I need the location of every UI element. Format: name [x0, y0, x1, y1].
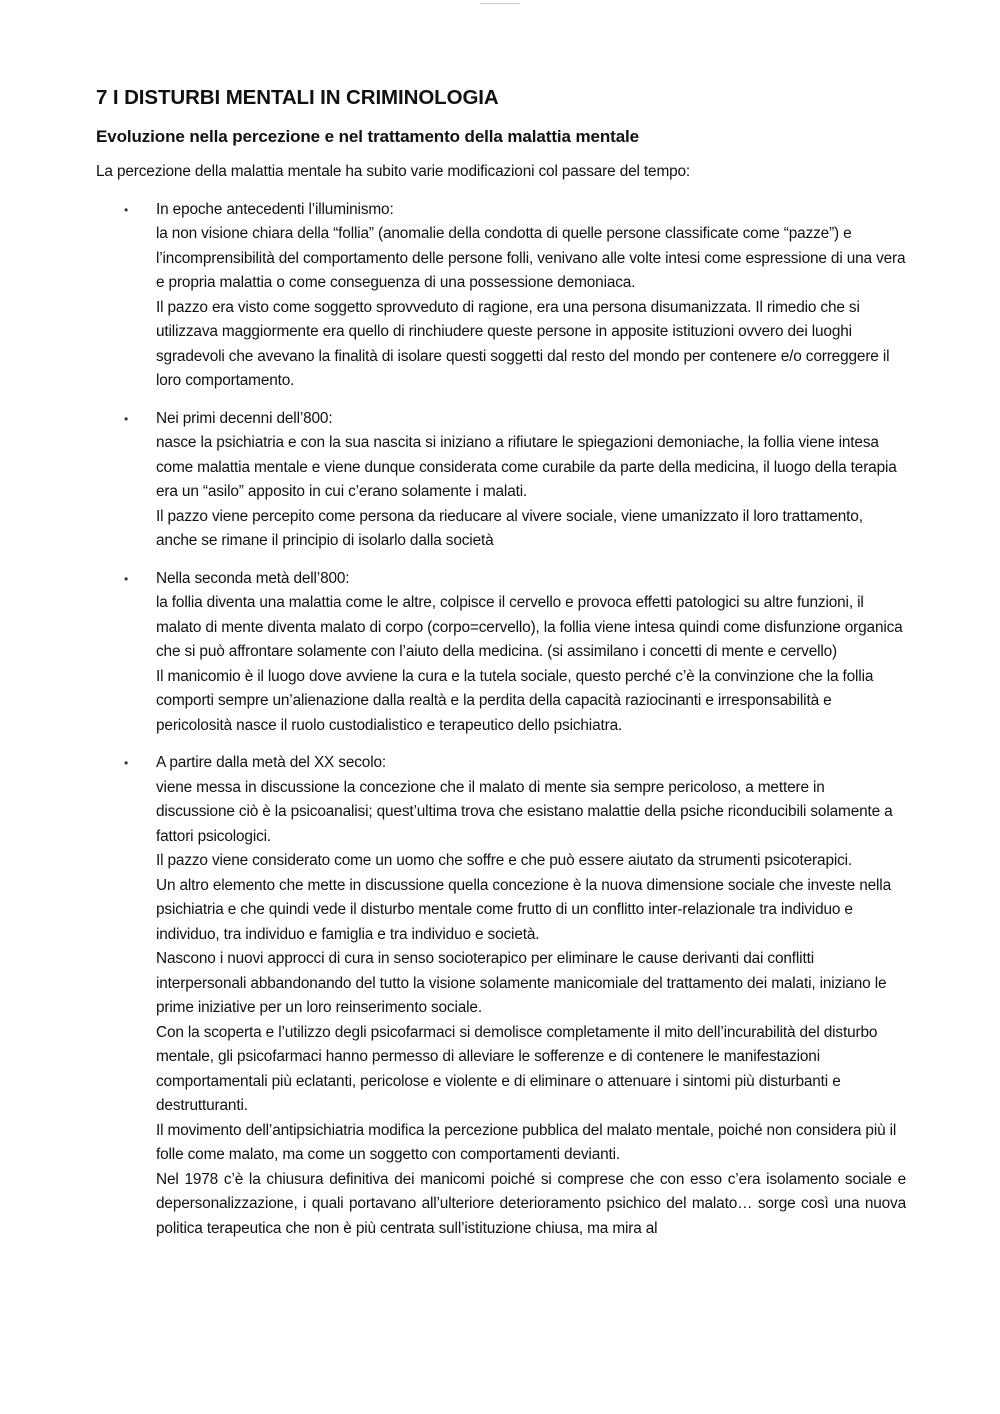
list-item-paragraph: Nascono i nuovi approcci di cura in senso socioterapico per eliminare le cause derivanti dai conflitti interpersonali abbandonando del tutto la visione solamente manicomiale del trattamento dei malati, iniziano le prime iniziative per un loro reinserimento sociale. [156, 950, 887, 1016]
bullet-icon: • [124, 571, 129, 586]
list-item-paragraph: Il pazzo viene considerato come un uomo che soffre e che può essere aiutato da strumenti psicoterapici. [156, 852, 853, 869]
list-item-title: A partire dalla metà del XX secolo: [156, 754, 387, 771]
list-item-paragraph: Il manicomio è il luogo dove avviene la cura e la tutela sociale, questo perché c’è la convinzione che la follia comporti sempre un’alienazione dalla realtà e la perdita della capacità raziocinanti e irresponsabilità e pericolosità nasce il ruolo custodialistico e terapeutico dello psichiatra. [156, 667, 874, 734]
list-item-late-1800s [96, 567, 906, 739]
bullet-icon: • [124, 411, 129, 426]
page-content [96, 84, 906, 1241]
list-item-paragraph: la follia diventa una malattia come le altre, colpisce il cervello e provoca effetti patologici su altre funzioni, il malato di mente diventa malato di corpo (corpo=cervello), la follia viene intesa quindi come disfunzione organica che si può affrontare solamente con l’aiuto della medicina. (si assimilano i concetti di mente e cervello) [156, 594, 903, 660]
bullet-icon: • [124, 756, 129, 770]
list-item-paragraph: Con la scoperta e l’utilizzo degli psicofarmaci si demolisce completamente il mito dell’incurabilità del disturbo mentale, gli psicofarmaci hanno permesso di alleviare le sofferenze e di contenere le manifestazioni comportamentali più eclatanti, pericolose e violente e di eliminare o attenuare i sintomi più disturbanti e destrutturanti. [156, 1023, 878, 1114]
list-item-title: Nei primi decenni dell’800: [156, 409, 333, 427]
page-header-mark [480, 0, 520, 4]
list-item-early-1800s [96, 407, 906, 554]
intro-paragraph: La percezione della malattia mentale ha subito varie modificazioni col passare del tempo: [96, 163, 691, 180]
bullet-icon: • [124, 202, 129, 217]
list-item-paragraph: nasce la psichiatria e con la sua nascita si iniziano a rifiutare le spiegazioni demoniache, la follia viene intesa come malattia mentale e viene dunque considerata come curabile da parte della medicina, il luogo della terapia era un “asilo” apposito in cui c’erano solamente i malati. [156, 434, 897, 500]
list-item-mid-20th-century [96, 751, 906, 1241]
list-item-pre-enlightenment [96, 198, 906, 394]
list-item-paragraph: Il pazzo era visto come soggetto sprovveduto di ragione, era una persona disumanizzata. Il rimedio che si utilizzava maggiormente era quello di rinchiudere queste persone in apposite istituzioni ovvero dei luoghi sgradevoli che avevano la finalità di isolare questi soggetti dal resto del mondo per contenere e/o correggere il loro comportamento. [156, 298, 890, 389]
list-item-title: Nella seconda metà dell’800: [156, 569, 350, 587]
list-item-paragraph: la non visione chiara della “follia” (anomalie della condotta di quelle persone classificate come “pazze”) e l’incomprensibilità del comportamento delle persone folli, venivano alle volte intesi come espressione di una vera e propria malattia o come conseguenza di una possessione demoniaca. [156, 225, 906, 291]
history-list [96, 198, 906, 1242]
list-item-paragraph: Il movimento dell’antipsichiatria modifica la percezione pubblica del malato mentale, poiché non considera più il folle come malato, ma come un soggetto con comportamenti devianti. [156, 1121, 897, 1163]
list-item-paragraph: Nel 1978 c’è la chiusura definitiva dei manicomi poiché si comprese che con esso c’era isolamento sociale e depersonalizzazione, i quali portavano all’ulteriore deterioramento psichico del malato… sorge così una nuova politica terapeutica che non è più centrata sull’istituzione chiusa, ma mira al [156, 1170, 906, 1237]
list-item-paragraph: Il pazzo viene percepito come persona da rieducare al vivere sociale, viene umanizzato il loro trattamento, anche se rimane il principio di isolarlo dalla società [156, 507, 863, 549]
chapter-title: 7 I DISTURBI MENTALI IN CRIMINOLOGIA [96, 86, 499, 109]
list-item-title: In epoche antecedenti l’illuminismo: [156, 200, 394, 218]
section-heading: Evoluzione nella percezione e nel trattamento della malattia mentale [96, 127, 640, 146]
list-item-paragraph: Un altro elemento che mette in discussione quella concezione è la nuova dimensione sociale che investe nella psichiatria e che quindi vede il disturbo mentale come frutto di un conflitto inter-relazionale tra individuo e individuo, tra individuo e famiglia e tra individuo e società. [156, 876, 891, 943]
list-item-paragraph: viene messa in discussione la concezione che il malato di mente sia sempre pericoloso, a mettere in discussione ciò è la psicoanalisi; quest’ultima trova che esistano malattie della psiche riconducibili solamente a fattori psicologici. [156, 778, 893, 845]
